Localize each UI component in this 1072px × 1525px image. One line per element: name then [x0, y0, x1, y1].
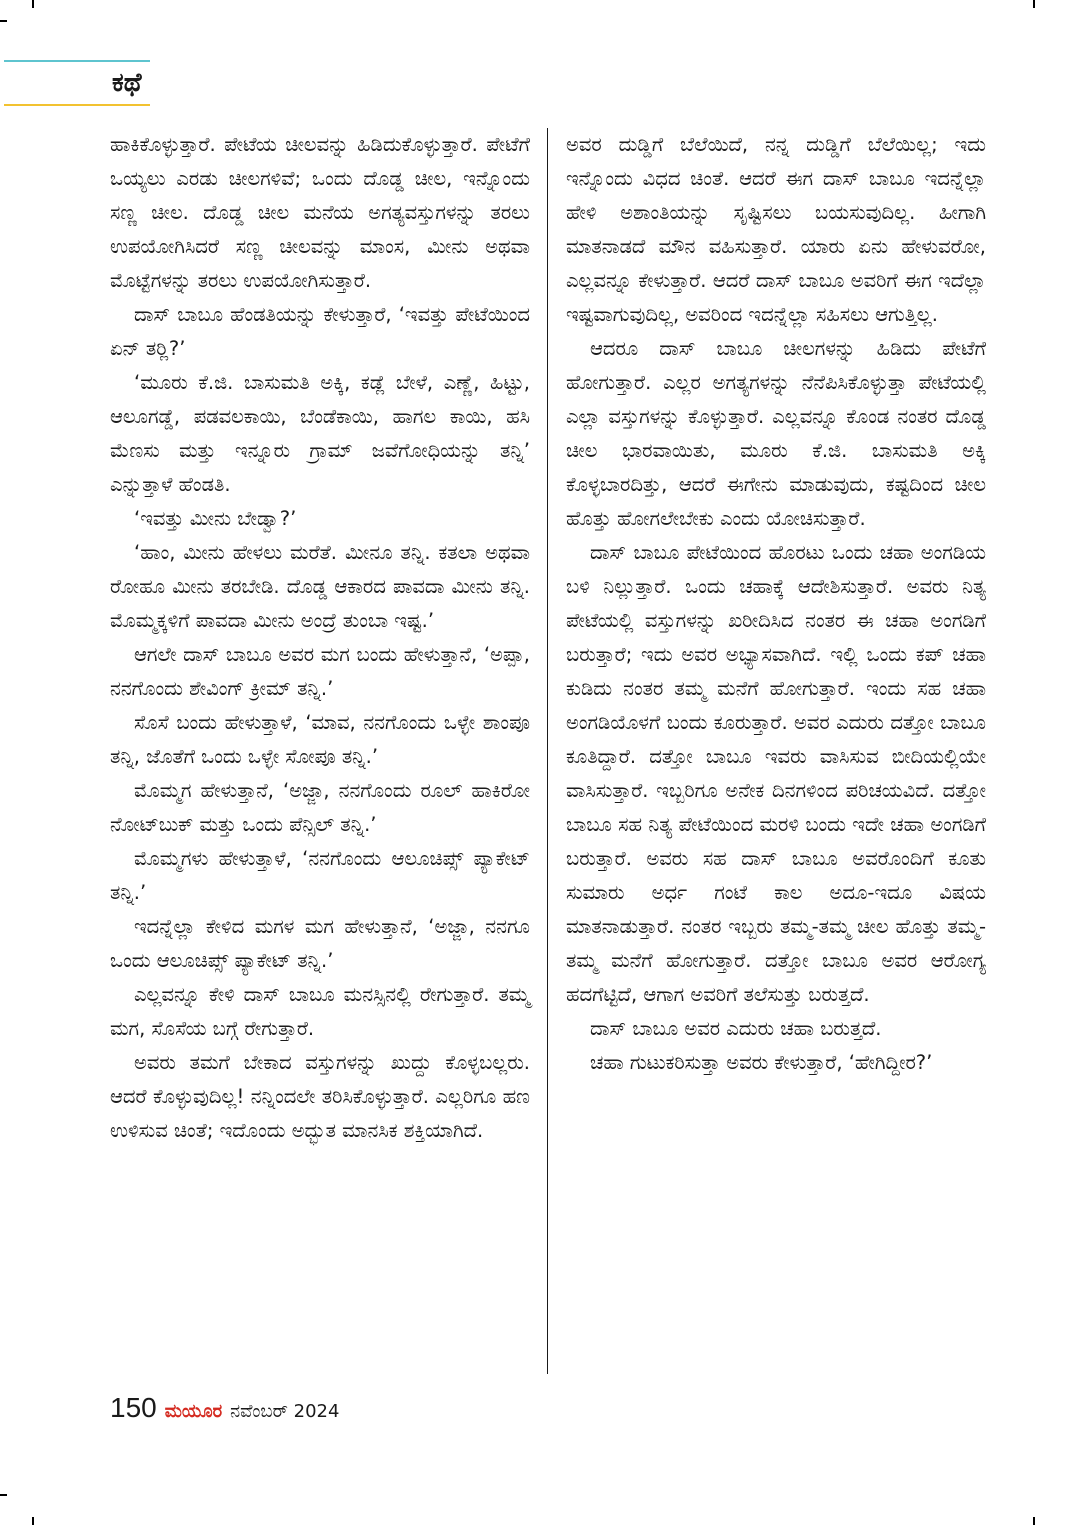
crop-mark — [1033, 1517, 1035, 1525]
paragraph: ‘ಇವತ್ತು ಮೀನು ಬೇಡ್ವಾ?’ — [134, 507, 297, 530]
paragraph: ಅವರ ದುಡ್ಡಿಗೆ ಬೆಲೆಯಿದೆ, ನನ್ನ ದುಡ್ಡಿಗೆ ಬೆಲೆಯಿಲ್ಲ; ಇದು ಇನ್ನೊಂದು ವಿಧದ ಚಿಂತೆ. ಆದರೆ ಈಗ ದಾಸ್ ಬಾಬೂ ಇದನ್ನೆಲ್ಲಾ ಹೇಳಿ ಅಶಾಂತಿಯನ್ನು ಸೃಷ್ಟಿಸಲು ಬಯಸುವುದಿಲ್ಲ. ಹೀಗಾಗಿ ಮಾತನಾಡದೆ ಮೌನ ವಹಿಸುತ್ತಾರೆ. ಯಾರು ಏನು ಹೇಳುವರೋ, ಎಲ್ಲವನ್ನೂ ಕೇಳುತ್ತಾರೆ. ಆದರೆ ದಾಸ್ ಬಾಬೂ ಅವರಿಗೆ ಈಗ ಇದೆಲ್ಲಾ ಇಷ್ಟವಾಗುವುದಿಲ್ಲ, ಅವರಿಂದ ಇದನ್ನೆಲ್ಲಾ ಸಹಿಸಲು ಆಗುತ್ತಿಲ್ಲ. — [566, 133, 986, 326]
paragraph: ‘ಮೂರು ಕೆ.ಜಿ. ಬಾಸುಮತಿ ಅಕ್ಕಿ, ಕಡ್ಲೆ ಬೇಳೆ, ಎಣ್ಣೆ, ಹಿಟ್ಟು, ಆಲೂಗಡ್ಡೆ, ಪಡವಲಕಾಯಿ, ಬೆಂಡೆಕಾಯಿ, ಹಾಗಲ ಕಾಯಿ, ಹಸಿ ಮೆಣಸು ಮತ್ತು ಇನ್ನೂರು ಗ್ರಾಮ್ ಜವೆಗೋಧಿಯನ್ನು ತನ್ನಿ’ ಎನ್ನುತ್ತಾಳೆ ಹೆಂಡತಿ. — [110, 371, 530, 496]
magazine-logo: ಮಯೂರ — [164, 1401, 223, 1422]
column-divider — [547, 128, 548, 1374]
paragraph: ಹಾಕಿಕೊಳ್ಳುತ್ತಾರೆ. ಪೇಟೆಯ ಚೀಲವನ್ನು ಹಿಡಿದುಕೊಳ್ಳುತ್ತಾರೆ. ಪೇಟೆಗೆ ಒಯ್ಯಲು ಎರಡು ಚೀಲಗಳಿವೆ; ಒಂದು ದೊಡ್ಡ ಚೀಲ, ಇನ್ನೊಂದು ಸಣ್ಣ ಚೀಲ. ದೊಡ್ಡ ಚೀಲ ಮನೆಯ ಅಗತ್ಯವಸ್ತುಗಳನ್ನು ತರಲು ಉಪಯೋಗಿಸಿದರೆ ಸಣ್ಣ ಚೀಲವನ್ನು ಮಾಂಸ, ಮೀನು ಅಥವಾ ಮೊಟ್ಟೆಗಳನ್ನು ತರಲು ಉಪಯೋಗಿಸುತ್ತಾರೆ. — [110, 133, 530, 292]
crop-mark — [0, 20, 7, 22]
paragraph: ದಾಸ್ ಬಾಬೂ ಹೆಂಡತಿಯನ್ನು ಕೇಳುತ್ತಾರೆ, ‘ಇವತ್ತು ಪೇಟೆಯಿಂದ ಏನ್ ತರ್‍ಲಿ?’ — [110, 303, 530, 360]
paragraph: ಚಹಾ ಗುಟುಕರಿಸುತ್ತಾ ಅವರು ಕೇಳುತ್ತಾರೆ, ‘ಹೇಗಿದ್ದೀರ?’ — [590, 1051, 933, 1074]
section-rule-bottom — [4, 104, 150, 106]
crop-mark — [32, 0, 34, 8]
page-number: 150 — [110, 1392, 157, 1423]
paragraph: ಸೊಸೆ ಬಂದು ಹೇಳುತ್ತಾಳೆ, ‘ಮಾವ, ನನಗೊಂದು ಒಳ್ಳೇ ಶಾಂಪೂ ತನ್ನಿ, ಜೊತೆಗೆ ಒಂದು ಒಳ್ಳೇ ಸೋಪೂ ತನ್ನಿ.’ — [110, 711, 530, 768]
right-column — [566, 128, 986, 1080]
paragraph: ಆಗಲೇ ದಾಸ್ ಬಾಬೂ ಅವರ ಮಗ ಬಂದು ಹೇಳುತ್ತಾನೆ, ‘ಅಪ್ಪಾ, ನನಗೊಂದು ಶೇವಿಂಗ್ ಕ್ರೀಮ್ ತನ್ನಿ.’ — [110, 643, 530, 700]
section-title: ಕಥೆ — [112, 68, 142, 98]
paragraph: ಮೊಮ್ಮಗಳು ಹೇಳುತ್ತಾಳೆ, ‘ನನಗೊಂದು ಆಲೂಚಿಪ್ಸ್ ಪ್ಯಾಕೇಟ್ ತನ್ನಿ.’ — [110, 847, 530, 904]
paragraph: ಆದರೂ ದಾಸ್ ಬಾಬೂ ಚೀಲಗಳನ್ನು ಹಿಡಿದು ಪೇಟೆಗೆ ಹೋಗುತ್ತಾರೆ. ಎಲ್ಲರ ಅಗತ್ಯಗಳನ್ನು ನೆನೆಪಿಸಿಕೊಳ್ಳುತ್ತಾ ಪೇಟೆಯಲ್ಲಿ ಎಲ್ಲಾ ವಸ್ತುಗಳನ್ನು ಕೊಳ್ಳುತ್ತಾರೆ. ಎಲ್ಲವನ್ನೂ ಕೊಂಡ ನಂತರ ದೊಡ್ಡ ಚೀಲ ಭಾರವಾಯಿತು, ಮೂರು ಕೆ.ಜಿ. ಬಾಸುಮತಿ ಅಕ್ಕಿ ಕೊಳ್ಳಬಾರದಿತ್ತು, ಆದರೆ ಈಗೇನು ಮಾಡುವುದು, ಕಷ್ಟದಿಂದ ಚೀಲ ಹೊತ್ತು ಹೋಗಲೇಬೇಕು ಎಂದು ಯೋಚಿಸುತ್ತಾರೆ. — [566, 337, 986, 530]
paragraph: ದಾಸ್ ಬಾಬೂ ಪೇಟೆಯಿಂದ ಹೊರಟು ಒಂದು ಚಹಾ ಅಂಗಡಿಯ ಬಳಿ ನಿಲ್ಲುತ್ತಾರೆ. ಒಂದು ಚಹಾಕ್ಕೆ ಆದೇಶಿಸುತ್ತಾರೆ. ಅವರು ನಿತ್ಯ ಪೇಟೆಯಲ್ಲಿ ವಸ್ತುಗಳನ್ನು ಖರೀದಿಸಿದ ನಂತರ ಈ ಚಹಾ ಅಂಗಡಿಗೆ ಬರುತ್ತಾರೆ; ಇದು ಅವರ ಅಭ್ಯಾಸವಾಗಿದೆ. ಇಲ್ಲಿ ಒಂದು ಕಪ್ ಚಹಾ ಕುಡಿದು ನಂತರ ತಮ್ಮ ಮನೆಗೆ ಹೋಗುತ್ತಾರೆ. ಇಂದು ಸಹ ಚಹಾ ಅಂಗಡಿಯೊಳಗೆ ಬಂದು ಕೂರುತ್ತಾರೆ. ಅವರ ಎದುರು ದತ್ತೋ ಬಾಬೂ ಕೂತಿದ್ದಾರೆ. ದತ್ತೋ ಬಾಬೂ ಇವರು ವಾಸಿಸುವ ಬೀದಿಯಲ್ಲಿಯೇ ವಾಸಿಸುತ್ತಾರೆ. ಇಬ್ಬರಿಗೂ ಅನೇಕ ದಿನಗಳಿಂದ ಪರಿಚಯವಿದೆ. ದತ್ತೋ ಬಾಬೂ ಸಹ ನಿತ್ಯ ಪೇಟೆಯಿಂದ ಮರಳಿ ಬಂದು ಇದೇ ಚಹಾ ಅಂಗಡಿಗೆ ಬರುತ್ತಾರೆ. ಅವರು ಸಹ ದಾಸ್ ಬಾಬೂ ಅವರೊಂದಿಗೆ ಕೂತು ಸುಮಾರು ಅರ್ಧ ಗಂಟೆ ಕಾಲ ಅದೂ-ಇದೂ ವಿಷಯ ಮಾತನಾಡುತ್ತಾರೆ. ನಂತರ ಇಬ್ಬರು ತಮ್ಮ-ತಮ್ಮ ಚೀಲ ಹೊತ್ತು ತಮ್ಮ-ತಮ್ಮ ಮನೆಗೆ ಹೋಗುತ್ತಾರೆ. ದತ್ತೋ ಬಾಬೂ ಅವರ ಆರೋಗ್ಯ ಹದಗೆಟ್ಟಿದೆ, ಆಗಾಗ ಅವರಿಗೆ ತಲೆಸುತ್ತು ಬರುತ್ತದೆ. — [566, 541, 986, 1006]
page-footer — [110, 1392, 339, 1428]
paragraph: ಅವರು ತಮಗೆ ಬೇಕಾದ ವಸ್ತುಗಳನ್ನು ಖುದ್ದು ಕೊಳ್ಳಬಲ್ಲರು. ಆದರೆ ಕೊಳ್ಳುವುದಿಲ್ಲ! ನನ್ನಿಂದಲೇ ತರಿಸಿಕೊಳ್ಳುತ್ತಾರೆ. ಎಲ್ಲರಿಗೂ ಹಣ ಉಳಿಸುವ ಚಿಂತೆ; ಇದೊಂದು ಅದ್ಭುತ ಮಾನಸಿಕ ಶಕ್ತಿಯಾಗಿದೆ. — [110, 1051, 530, 1142]
paragraph: ದಾಸ್ ಬಾಬೂ ಅವರ ಎದುರು ಚಹಾ ಬರುತ್ತದೆ. — [590, 1017, 882, 1040]
crop-mark — [32, 1517, 34, 1525]
left-column — [110, 128, 530, 1148]
paragraph: ‘ಹಾಂ, ಮೀನು ಹೇಳಲು ಮರೆತೆ. ಮೀನೂ ತನ್ನಿ. ಕತಲಾ ಅಥವಾ ರೋಹೂ ಮೀನು ತರಬೇಡಿ. ದೊಡ್ಡ ಆಕಾರದ ಪಾವದಾ ಮೀನು ತನ್ನಿ. ಮೊಮ್ಮಕ್ಕಳಿಗೆ ಪಾವದಾ ಮೀನು ಅಂದ್ರೆ ತುಂಬಾ ಇಷ್ಟ.’ — [110, 541, 530, 632]
paragraph: ಮೊಮ್ಮಗ ಹೇಳುತ್ತಾನೆ, ‘ಅಜ್ಜಾ, ನನಗೊಂದು ರೂಲ್ ಹಾಕಿರೋ ನೋಟ್‌ಬುಕ್ ಮತ್ತು ಒಂದು ಪೆನ್ಸಿಲ್ ತನ್ನಿ.’ — [110, 779, 530, 836]
crop-mark — [0, 1494, 7, 1496]
section-rule-top — [4, 60, 150, 62]
paragraph: ಇದನ್ನೆಲ್ಲಾ ಕೇಳಿದ ಮಗಳ ಮಗ ಹೇಳುತ್ತಾನೆ, ‘ಅಜ್ಜಾ, ನನಗೂ ಒಂದು ಆಲೂಚಿಪ್ಸ್ ಪ್ಯಾಕೇಟ್ ತನ್ನಿ.’ — [110, 915, 530, 972]
issue-date: ನವೆಂಬರ್ 2024 — [230, 1401, 340, 1422]
crop-mark — [1033, 0, 1035, 8]
paragraph: ಎಲ್ಲವನ್ನೂ ಕೇಳಿ ದಾಸ್ ಬಾಬೂ ಮನಸ್ಸಿನಲ್ಲಿ ರೇಗುತ್ತಾರೆ. ತಮ್ಮ ಮಗ, ಸೊಸೆಯ ಬಗ್ಗೆ ರೇಗುತ್ತಾರೆ. — [110, 983, 530, 1040]
